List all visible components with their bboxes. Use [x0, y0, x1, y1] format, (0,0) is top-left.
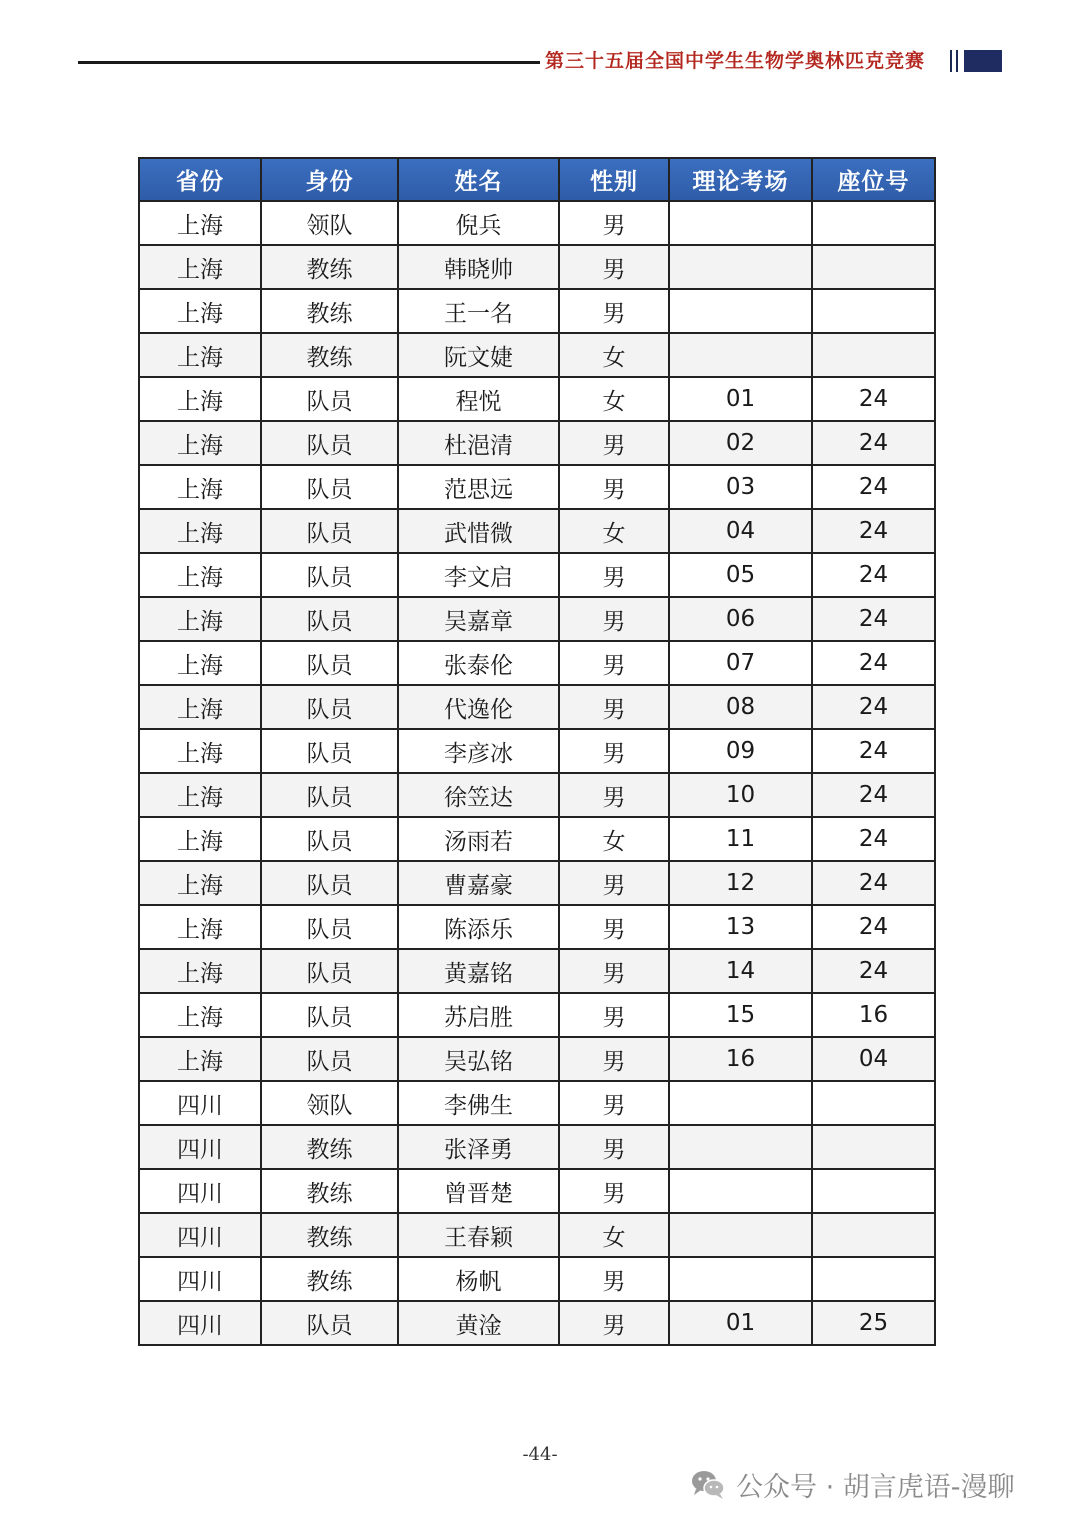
cell-role: 队员 — [261, 817, 398, 861]
cell-gender: 男 — [559, 949, 669, 993]
cell-province: 四川 — [139, 1213, 261, 1257]
table-row — [139, 641, 935, 685]
cell-role: 队员 — [261, 1037, 398, 1081]
table-row — [139, 201, 935, 245]
cell-exam-room: 05 — [669, 553, 812, 597]
cell-name: 曹嘉豪 — [398, 861, 559, 905]
table-row — [139, 861, 935, 905]
cell-gender: 男 — [559, 773, 669, 817]
cell-province: 上海 — [139, 377, 261, 421]
cell-seat — [812, 1169, 935, 1213]
cell-role: 队员 — [261, 377, 398, 421]
cell-seat — [812, 1257, 935, 1301]
table-row — [139, 1037, 935, 1081]
cell-name: 倪兵 — [398, 201, 559, 245]
cell-seat: 25 — [812, 1301, 935, 1345]
table-row — [139, 1257, 935, 1301]
cell-seat — [812, 201, 935, 245]
cell-province: 上海 — [139, 817, 261, 861]
cell-role: 队员 — [261, 421, 398, 465]
cell-name: 曾晋楚 — [398, 1169, 559, 1213]
cell-province: 上海 — [139, 465, 261, 509]
cell-exam-room: 01 — [669, 1301, 812, 1345]
table-row — [139, 949, 935, 993]
cell-province: 四川 — [139, 1257, 261, 1301]
cell-gender: 男 — [559, 1257, 669, 1301]
cell-gender: 男 — [559, 729, 669, 773]
cell-gender: 男 — [559, 905, 669, 949]
cell-name: 阮文婕 — [398, 333, 559, 377]
cell-name: 李佛生 — [398, 1081, 559, 1125]
cell-gender: 男 — [559, 641, 669, 685]
cell-name: 苏启胜 — [398, 993, 559, 1037]
table-row — [139, 377, 935, 421]
cell-role: 领队 — [261, 1081, 398, 1125]
cell-role: 教练 — [261, 1125, 398, 1169]
cell-province: 四川 — [139, 1081, 261, 1125]
cell-seat: 24 — [812, 817, 935, 861]
cell-role: 教练 — [261, 1257, 398, 1301]
cell-name: 武惜微 — [398, 509, 559, 553]
cell-gender: 男 — [559, 465, 669, 509]
cell-gender: 女 — [559, 333, 669, 377]
cell-exam-room: 01 — [669, 377, 812, 421]
cell-province: 上海 — [139, 201, 261, 245]
cell-exam-room: 14 — [669, 949, 812, 993]
cell-role: 队员 — [261, 729, 398, 773]
cell-seat: 24 — [812, 905, 935, 949]
cell-seat — [812, 333, 935, 377]
header-thin-bar — [950, 50, 952, 72]
wechat-icon — [690, 1468, 726, 1500]
column-header-seat: 座位号 — [812, 158, 935, 201]
cell-exam-room — [669, 1081, 812, 1125]
cell-seat: 24 — [812, 421, 935, 465]
cell-role: 教练 — [261, 1213, 398, 1257]
cell-province: 上海 — [139, 597, 261, 641]
header-thin-bar — [956, 50, 958, 72]
cell-name: 杜浥清 — [398, 421, 559, 465]
cell-gender: 男 — [559, 1125, 669, 1169]
cell-gender: 男 — [559, 597, 669, 641]
cell-exam-room — [669, 1257, 812, 1301]
table-row — [139, 509, 935, 553]
cell-province: 上海 — [139, 861, 261, 905]
table-row — [139, 729, 935, 773]
table-row — [139, 465, 935, 509]
cell-seat — [812, 1081, 935, 1125]
table-row — [139, 245, 935, 289]
cell-province: 上海 — [139, 773, 261, 817]
cell-role: 队员 — [261, 685, 398, 729]
cell-exam-room — [669, 1169, 812, 1213]
cell-gender: 男 — [559, 1301, 669, 1345]
cell-seat: 24 — [812, 553, 935, 597]
cell-province: 上海 — [139, 421, 261, 465]
cell-gender: 女 — [559, 509, 669, 553]
cell-exam-room: 12 — [669, 861, 812, 905]
cell-role: 教练 — [261, 289, 398, 333]
cell-province: 上海 — [139, 553, 261, 597]
cell-gender: 男 — [559, 553, 669, 597]
cell-seat: 24 — [812, 597, 935, 641]
cell-name: 杨帆 — [398, 1257, 559, 1301]
cell-gender: 男 — [559, 685, 669, 729]
cell-gender: 男 — [559, 245, 669, 289]
cell-province: 上海 — [139, 905, 261, 949]
column-header-exam-room: 理论考场 — [669, 158, 812, 201]
cell-role: 队员 — [261, 1301, 398, 1345]
cell-gender: 女 — [559, 1213, 669, 1257]
cell-province: 上海 — [139, 641, 261, 685]
watermark — [690, 1462, 1015, 1506]
cell-name: 李彦冰 — [398, 729, 559, 773]
cell-name: 范思远 — [398, 465, 559, 509]
cell-role: 队员 — [261, 509, 398, 553]
cell-role: 教练 — [261, 245, 398, 289]
table-row — [139, 773, 935, 817]
cell-exam-room — [669, 245, 812, 289]
cell-role: 队员 — [261, 993, 398, 1037]
cell-name: 李文启 — [398, 553, 559, 597]
cell-gender: 男 — [559, 289, 669, 333]
cell-exam-room — [669, 201, 812, 245]
cell-exam-room: 15 — [669, 993, 812, 1037]
table-body — [139, 201, 935, 1345]
cell-seat: 24 — [812, 773, 935, 817]
cell-role: 队员 — [261, 597, 398, 641]
cell-seat — [812, 245, 935, 289]
cell-name: 张泰伦 — [398, 641, 559, 685]
cell-exam-room: 04 — [669, 509, 812, 553]
cell-province: 四川 — [139, 1301, 261, 1345]
cell-exam-room — [669, 1125, 812, 1169]
cell-gender: 男 — [559, 1081, 669, 1125]
cell-role: 队员 — [261, 905, 398, 949]
table-row — [139, 289, 935, 333]
cell-role: 领队 — [261, 201, 398, 245]
cell-province: 上海 — [139, 289, 261, 333]
cell-province: 上海 — [139, 993, 261, 1037]
cell-role: 队员 — [261, 465, 398, 509]
cell-exam-room: 07 — [669, 641, 812, 685]
table-row — [139, 421, 935, 465]
cell-exam-room: 03 — [669, 465, 812, 509]
cell-exam-room: 02 — [669, 421, 812, 465]
cell-seat: 24 — [812, 377, 935, 421]
cell-province: 上海 — [139, 949, 261, 993]
cell-name: 程悦 — [398, 377, 559, 421]
table-row — [139, 1125, 935, 1169]
table-row — [139, 553, 935, 597]
cell-exam-room — [669, 333, 812, 377]
header-rule — [78, 61, 540, 64]
cell-seat — [812, 1213, 935, 1257]
table-row — [139, 1213, 935, 1257]
cell-role: 队员 — [261, 773, 398, 817]
cell-province: 四川 — [139, 1169, 261, 1213]
cell-exam-room: 08 — [669, 685, 812, 729]
cell-name: 吴弘铭 — [398, 1037, 559, 1081]
cell-name: 代逸伦 — [398, 685, 559, 729]
cell-exam-room: 09 — [669, 729, 812, 773]
cell-exam-room: 13 — [669, 905, 812, 949]
table-row — [139, 1081, 935, 1125]
table-row — [139, 333, 935, 377]
cell-province: 上海 — [139, 509, 261, 553]
table-row — [139, 993, 935, 1037]
table-row — [139, 597, 935, 641]
cell-seat: 24 — [812, 861, 935, 905]
cell-exam-room: 11 — [669, 817, 812, 861]
table-row — [139, 817, 935, 861]
cell-exam-room — [669, 289, 812, 333]
cell-exam-room: 16 — [669, 1037, 812, 1081]
cell-name: 黄嘉铭 — [398, 949, 559, 993]
cell-name: 张泽勇 — [398, 1125, 559, 1169]
cell-seat: 24 — [812, 685, 935, 729]
cell-province: 上海 — [139, 333, 261, 377]
cell-province: 四川 — [139, 1125, 261, 1169]
column-header-gender: 性别 — [559, 158, 669, 201]
cell-role: 教练 — [261, 333, 398, 377]
cell-seat: 24 — [812, 729, 935, 773]
cell-gender: 男 — [559, 421, 669, 465]
cell-province: 上海 — [139, 1037, 261, 1081]
cell-name: 汤雨若 — [398, 817, 559, 861]
cell-name: 陈添乐 — [398, 905, 559, 949]
table-row — [139, 905, 935, 949]
cell-province: 上海 — [139, 729, 261, 773]
cell-role: 队员 — [261, 641, 398, 685]
table-header-row — [139, 158, 935, 201]
cell-exam-room: 06 — [669, 597, 812, 641]
column-header-province: 省份 — [139, 158, 261, 201]
cell-role: 队员 — [261, 553, 398, 597]
cell-seat: 24 — [812, 949, 935, 993]
cell-exam-room: 10 — [669, 773, 812, 817]
cell-role: 队员 — [261, 861, 398, 905]
cell-province: 上海 — [139, 685, 261, 729]
cell-seat: 24 — [812, 641, 935, 685]
header-title: 第三十五届全国中学生生物学奥林匹克竞赛 — [545, 50, 926, 72]
cell-name: 黄淦 — [398, 1301, 559, 1345]
cell-name: 韩晓帅 — [398, 245, 559, 289]
cell-seat: 24 — [812, 465, 935, 509]
table-row — [139, 1169, 935, 1213]
header-block — [964, 50, 1002, 72]
cell-gender: 男 — [559, 1037, 669, 1081]
column-header-name: 姓名 — [398, 158, 559, 201]
cell-gender: 女 — [559, 377, 669, 421]
roster-table — [138, 157, 936, 1346]
cell-exam-room — [669, 1213, 812, 1257]
cell-gender: 男 — [559, 861, 669, 905]
cell-seat — [812, 1125, 935, 1169]
table-row — [139, 685, 935, 729]
cell-name: 王春颖 — [398, 1213, 559, 1257]
cell-gender: 男 — [559, 993, 669, 1037]
cell-name: 徐笠达 — [398, 773, 559, 817]
cell-seat: 04 — [812, 1037, 935, 1081]
cell-role: 教练 — [261, 1169, 398, 1213]
cell-name: 王一名 — [398, 289, 559, 333]
cell-seat: 24 — [812, 509, 935, 553]
cell-gender: 男 — [559, 1169, 669, 1213]
cell-seat: 16 — [812, 993, 935, 1037]
cell-province: 上海 — [139, 245, 261, 289]
cell-gender: 女 — [559, 817, 669, 861]
cell-name: 吴嘉章 — [398, 597, 559, 641]
watermark-text: 公众号 · 胡言虎语-漫聊 — [736, 1471, 1015, 1503]
cell-role: 队员 — [261, 949, 398, 993]
page-number: -44- — [522, 1444, 558, 1465]
page-header — [0, 0, 1080, 100]
column-header-role: 身份 — [261, 158, 398, 201]
table-row — [139, 1301, 935, 1345]
cell-gender: 男 — [559, 201, 669, 245]
cell-seat — [812, 289, 935, 333]
